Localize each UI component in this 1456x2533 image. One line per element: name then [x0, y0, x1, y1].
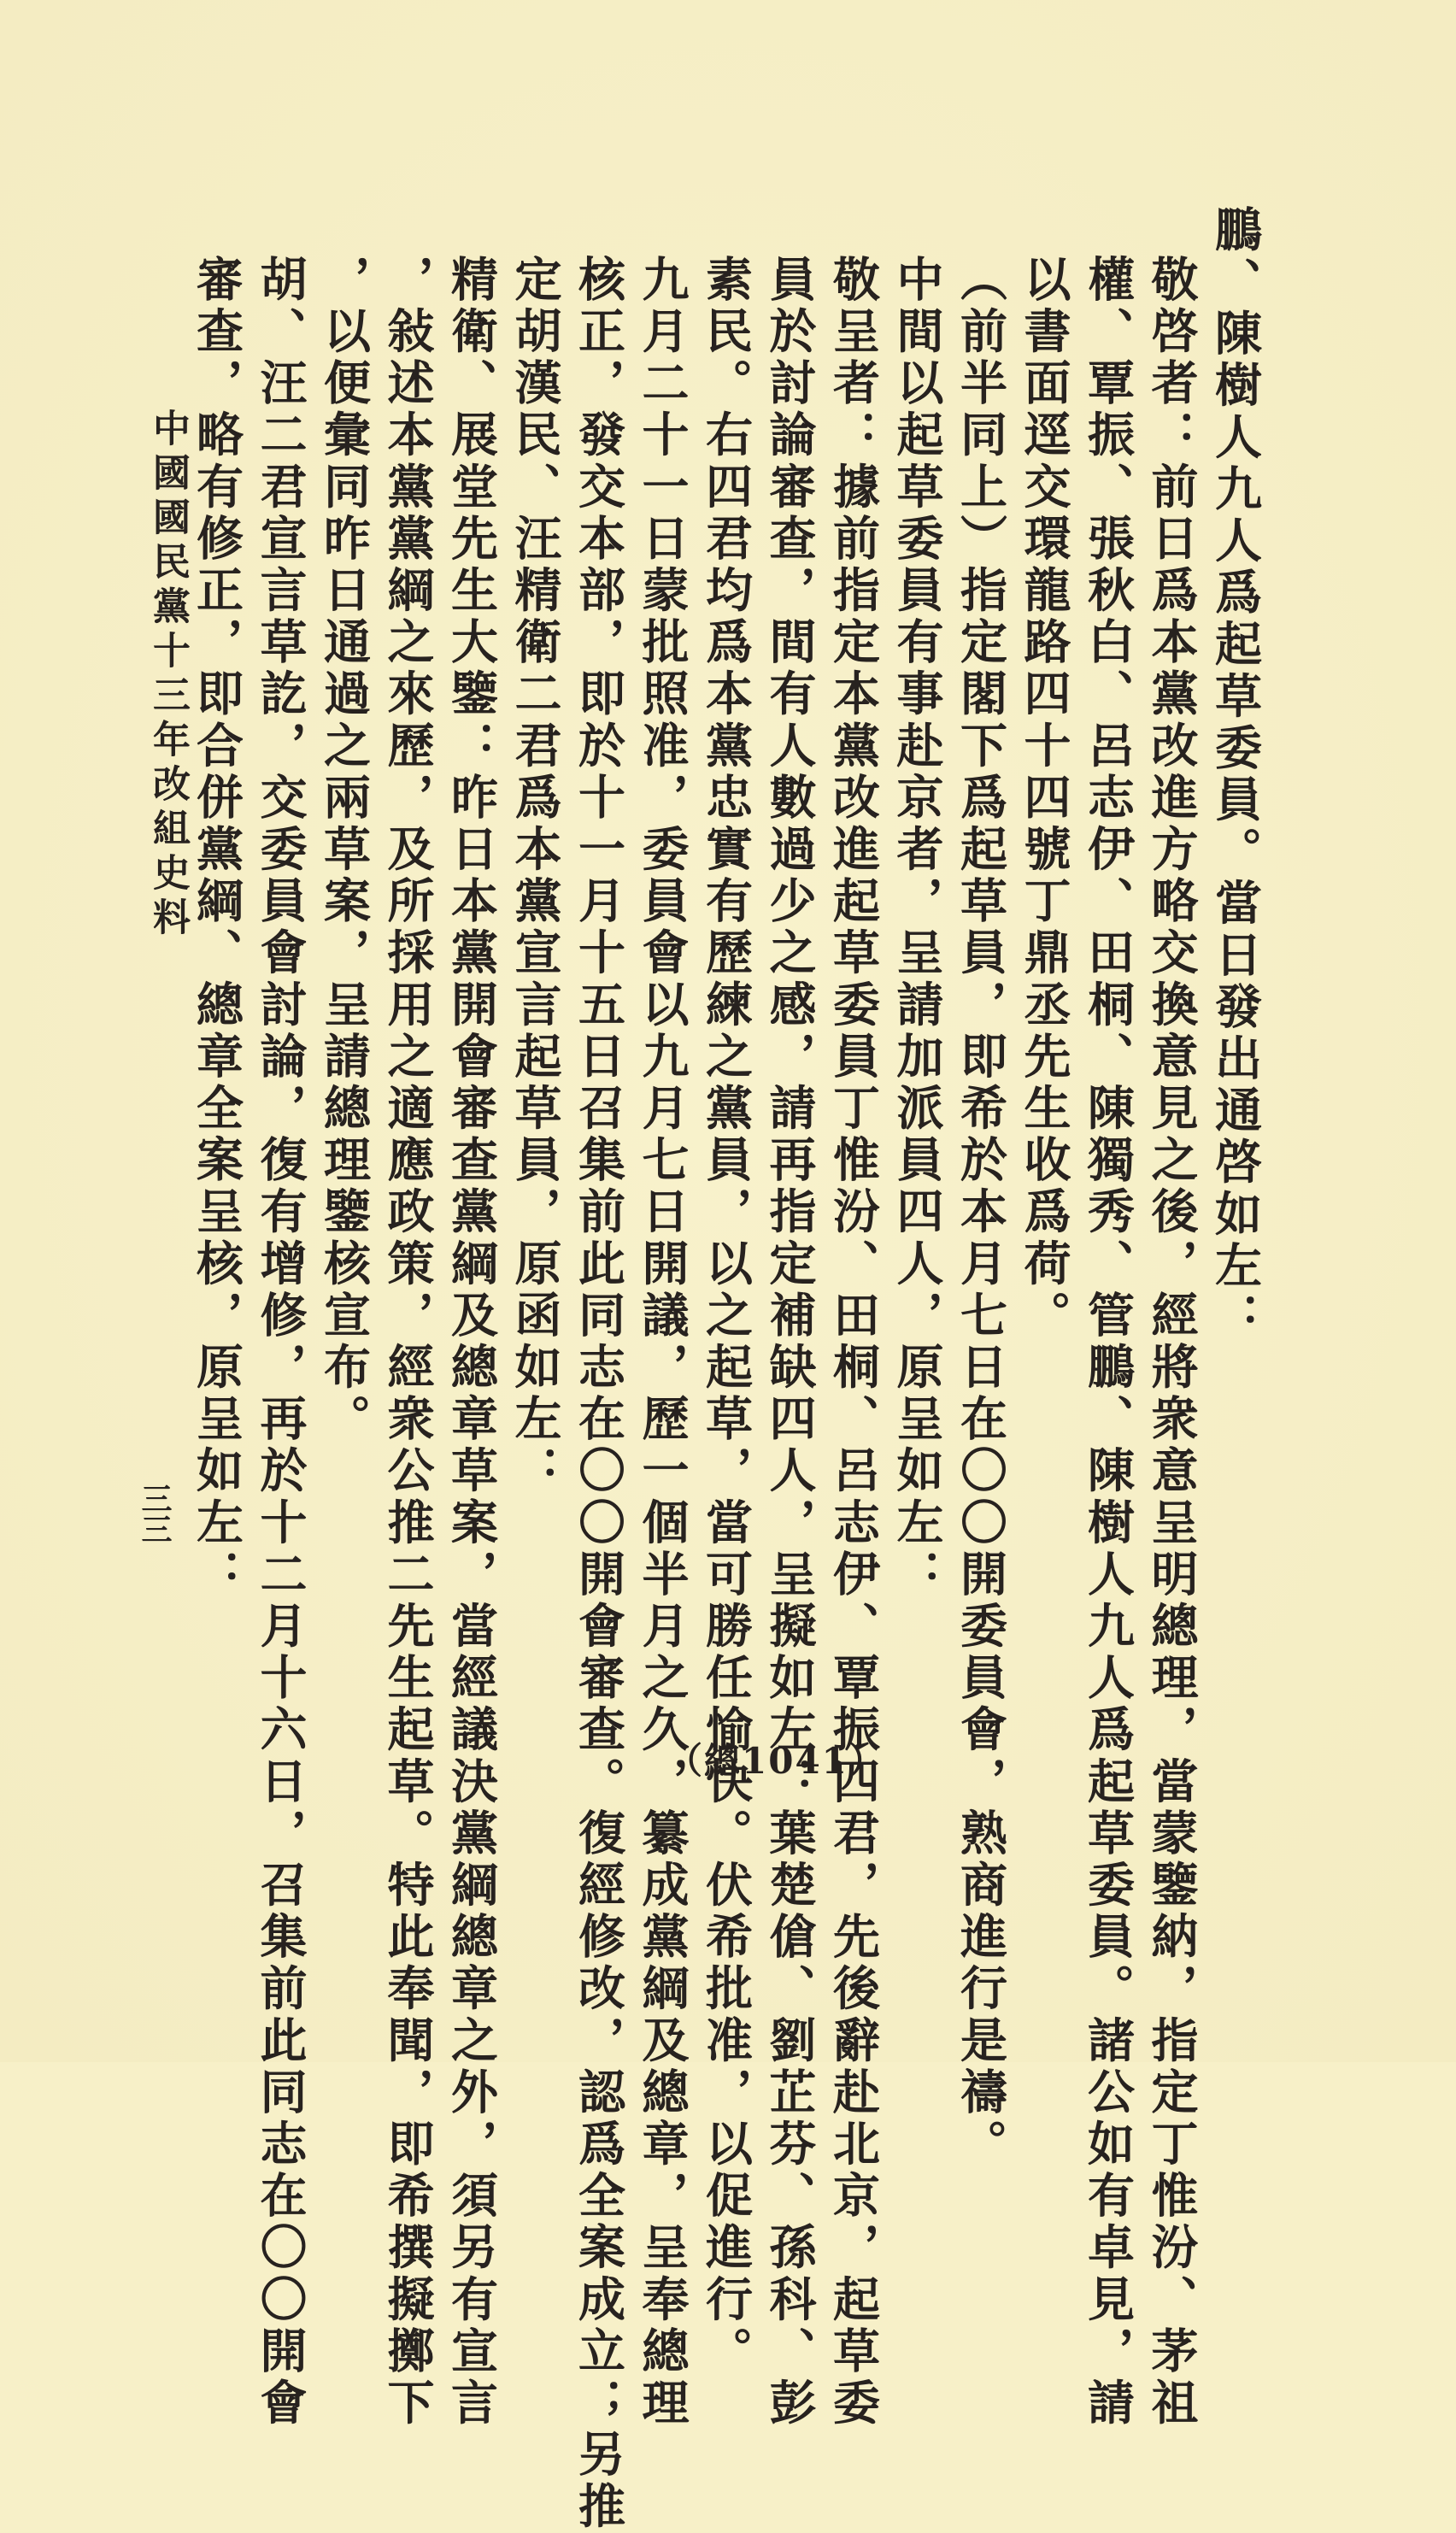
text-column: 以書面逕交環龍路四十四號丁鼎丞先生收爲荷。: [1016, 255, 1072, 1343]
text-column: 審查，略有修正，即合併黨綱、總章全案呈核，原呈如左：: [189, 255, 244, 1601]
text-column: 鵬、陳樹人九人爲起草委員。當日發出通啓如左：: [1207, 205, 1263, 1345]
text-column: 九月二十一日蒙批照准，委員會以九月七日開議，歷一個半月之久，纂成黨綱及總章，呈奉總理: [634, 255, 690, 2430]
text-column: 員於討論審查，間有人數過少之感，請再指定補缺四人，呈擬如左：葉楚傖、劉芷芬、孫科、彭: [761, 255, 818, 2430]
book-title: 中國國民黨十三年改組史料: [146, 408, 190, 942]
total-page-number: （總1041）: [666, 1740, 886, 1782]
text-column: ，以便彙同昨日通過之兩草案，呈請總理鑒核宣布。: [316, 255, 372, 1446]
text-column: 胡、汪二君宣言草訖，交委員會討論，復有增修，再於十二月十六日，召集前此同志在〇〇開會: [252, 255, 308, 2430]
text-column: 權、覃振、張秋白、呂志伊、田桐、陳獨秀、管鵬、陳樹人九人爲起草委員。諸公如有卓見，請: [1080, 255, 1136, 2430]
page-number: 三三: [137, 1483, 173, 1544]
text-column: 定胡漢民、汪精衛二君爲本黨宣言起草員，原函如左：: [507, 255, 563, 1498]
text-column: 中間以起草委員有事赴京者，呈請加派員四人，原呈如左：: [889, 255, 945, 1601]
text-column: 素民。右四君均爲本黨忠實有歷練之黨員，以之起草，當可勝任愉快。伏希批准，以促進行。: [698, 255, 754, 2378]
text-column: 核正，發交本部，即於十一月十五日召集前此同志在〇〇開會審查。復經修改，認爲全案成立；另推: [571, 255, 626, 2533]
text-column: ，敍述本黨黨綱之來歷，及所採用之適應政策，經衆公推二先生起草。特此奉聞，即希撰擬擲下: [379, 255, 436, 2430]
text-column: （前半同上）指定閣下爲起草員，即希於本月七日在〇〇開委員會，熟商進行是禱。: [953, 255, 1008, 2172]
text-column: 敬啓者：前日爲本黨改進方略交換意見之後，經將衆意呈明總理，當蒙鑒納，指定丁惟汾、茅祖: [1143, 255, 1200, 2430]
text-column: 精衛、展堂先生大鑒：昨日本黨開會審查黨綱及總章草案，當經議決黨綱總章之外，須另有宣言: [443, 255, 499, 2430]
text-column: 敬呈者：據前指定本黨改進起草委員丁惟汾、田桐、呂志伊、覃振四君，先後辭赴北京，起草委: [825, 255, 881, 2430]
